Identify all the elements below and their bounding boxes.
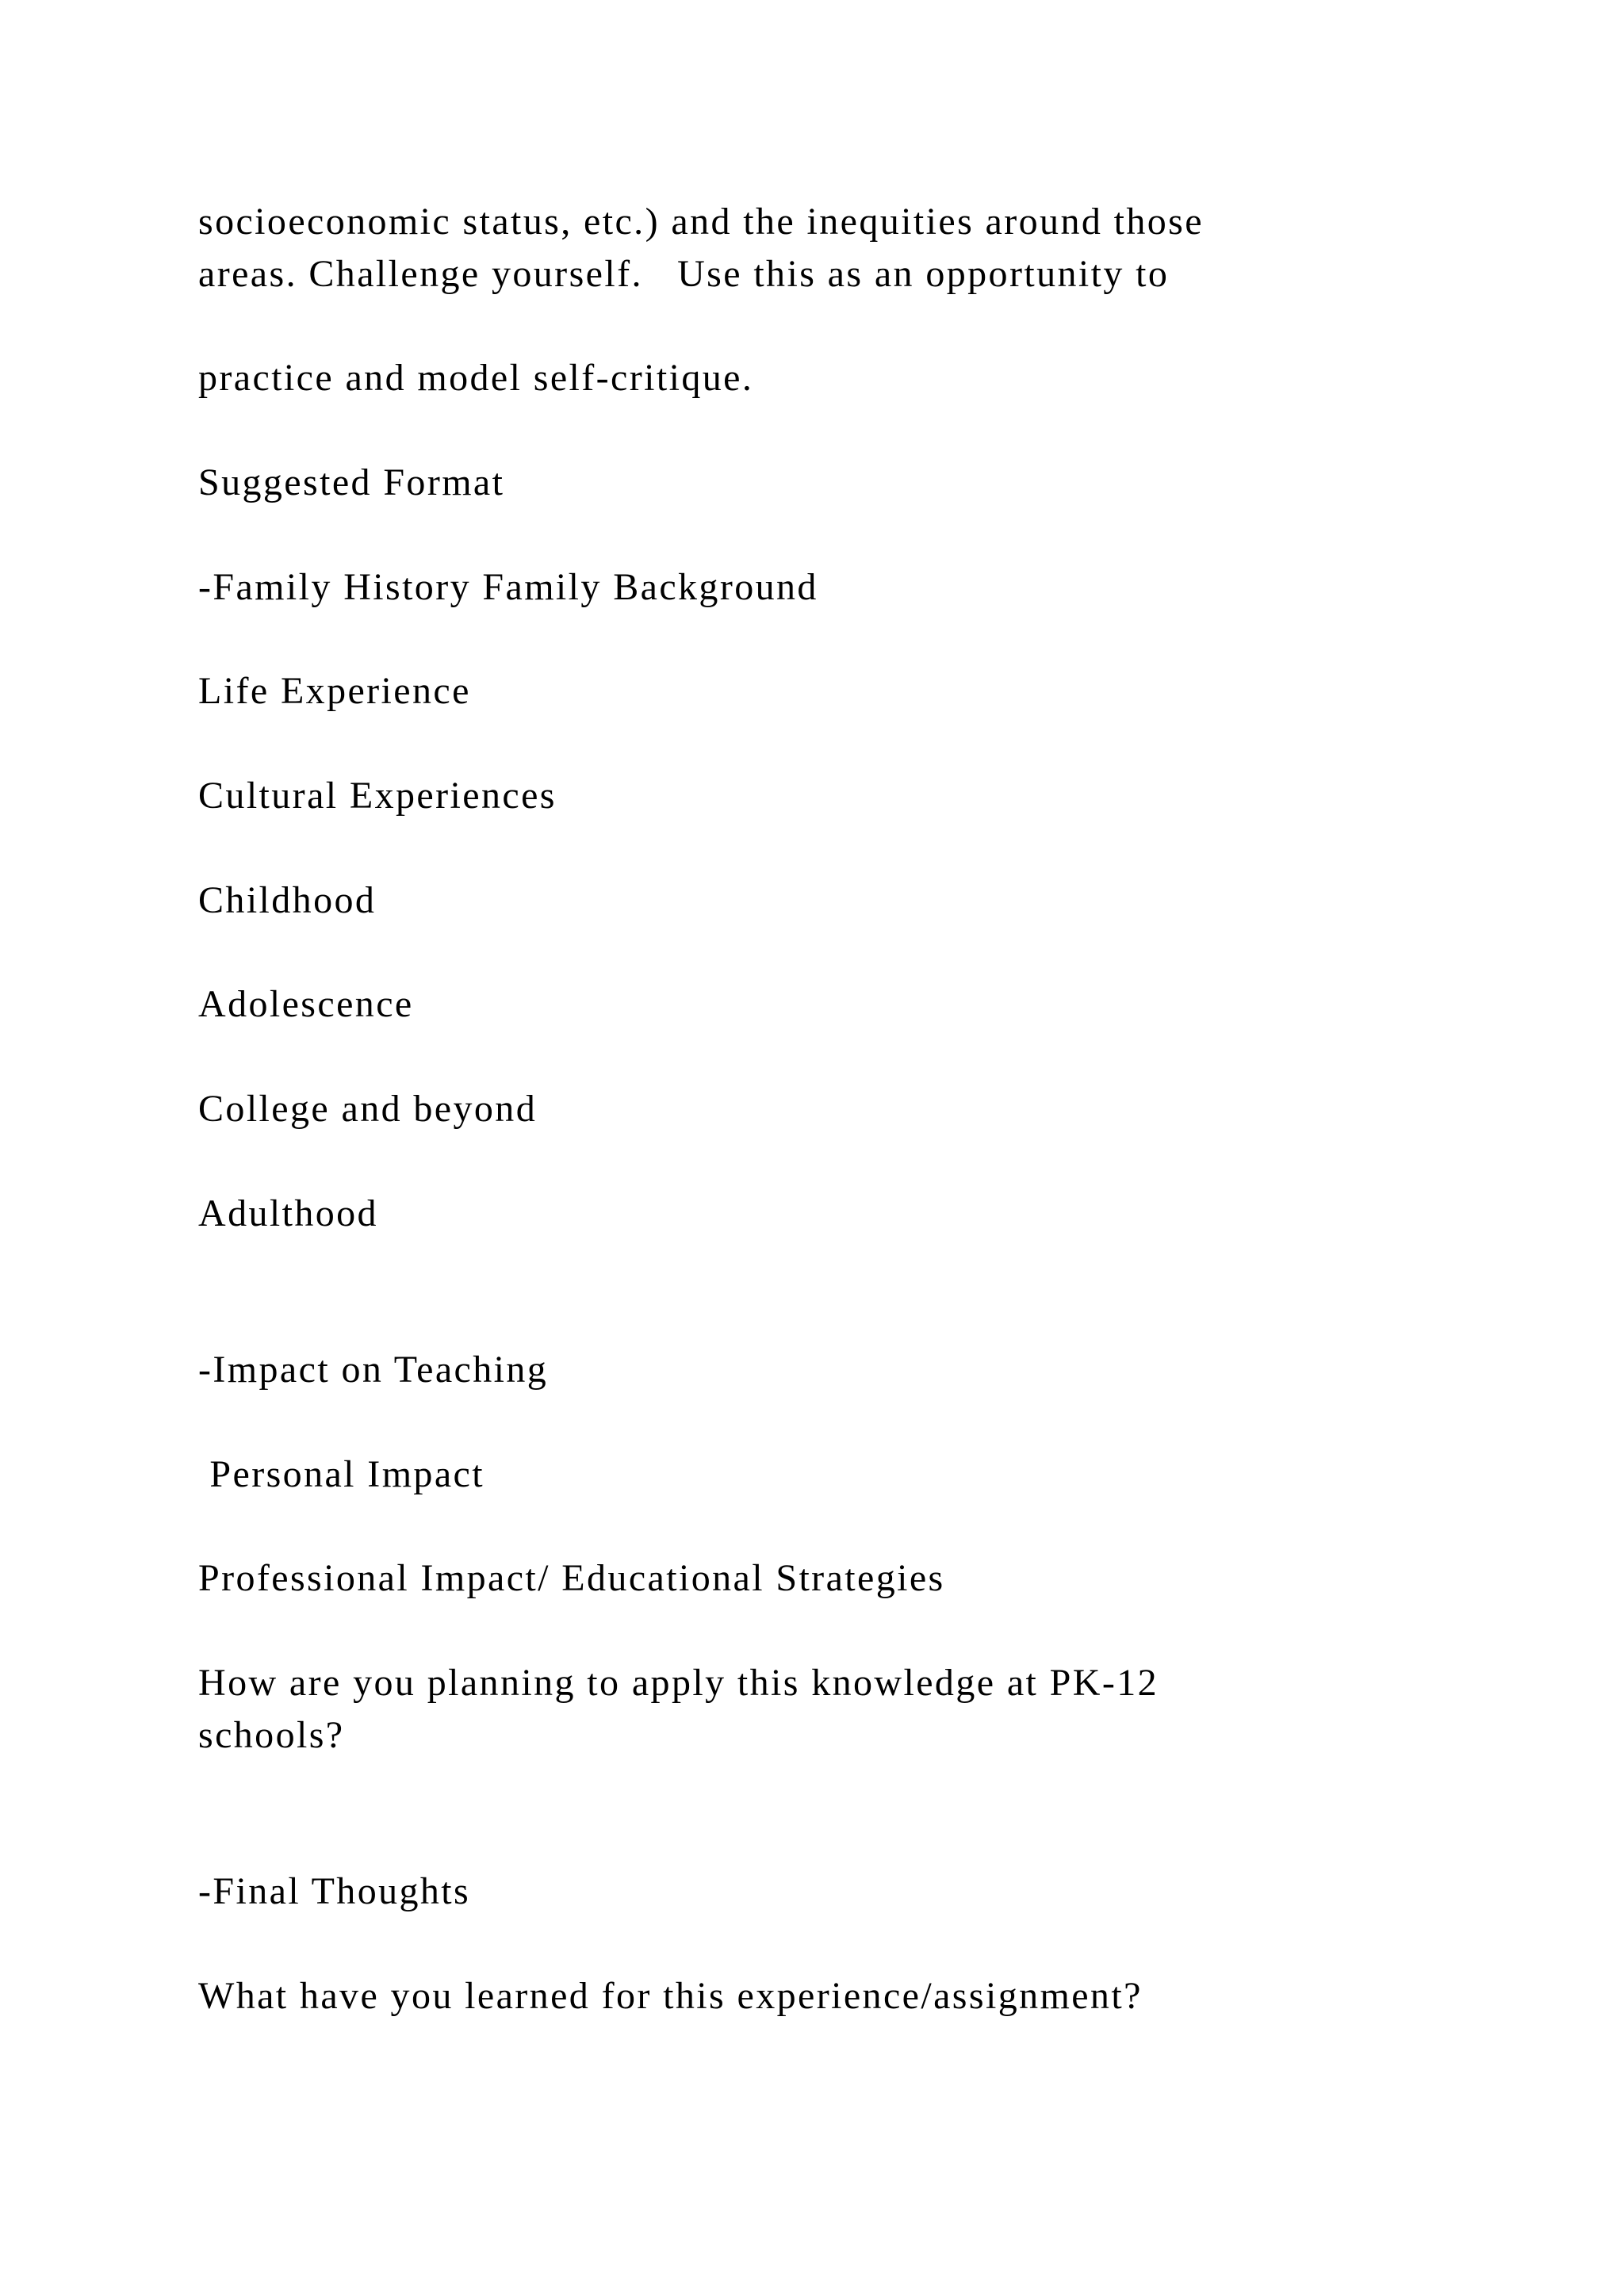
- text-line: -Family History Family Background: [198, 566, 818, 608]
- text-line: areas. Challenge yourself. Use this as an opportunity to: [198, 253, 1170, 295]
- text-line: Suggested Format: [198, 461, 505, 503]
- text-line: Adulthood: [198, 1192, 378, 1234]
- text-line: Adolescence: [198, 983, 414, 1025]
- text-line: College and beyond: [198, 1088, 538, 1130]
- text-line: What have you learned for this experience/assignment?: [198, 1975, 1143, 2017]
- text-line: socioeconomic status, etc.) and the inequities around those: [198, 201, 1204, 243]
- text-line: Personal Impact: [198, 1453, 485, 1495]
- text-line: schools?: [198, 1714, 345, 1756]
- text-line: How are you planning to apply this knowledge at PK-12: [198, 1662, 1159, 1704]
- text-line: Cultural Experiences: [198, 775, 557, 817]
- text-line: practice and model self-critique.: [198, 357, 754, 399]
- text-line: -Final Thoughts: [198, 1870, 471, 1912]
- text-line: Life Experience: [198, 670, 471, 712]
- text-line: Professional Impact/ Educational Strategies: [198, 1557, 945, 1599]
- text-line: -Impact on Teaching: [198, 1349, 549, 1391]
- text-line: Childhood: [198, 879, 377, 921]
